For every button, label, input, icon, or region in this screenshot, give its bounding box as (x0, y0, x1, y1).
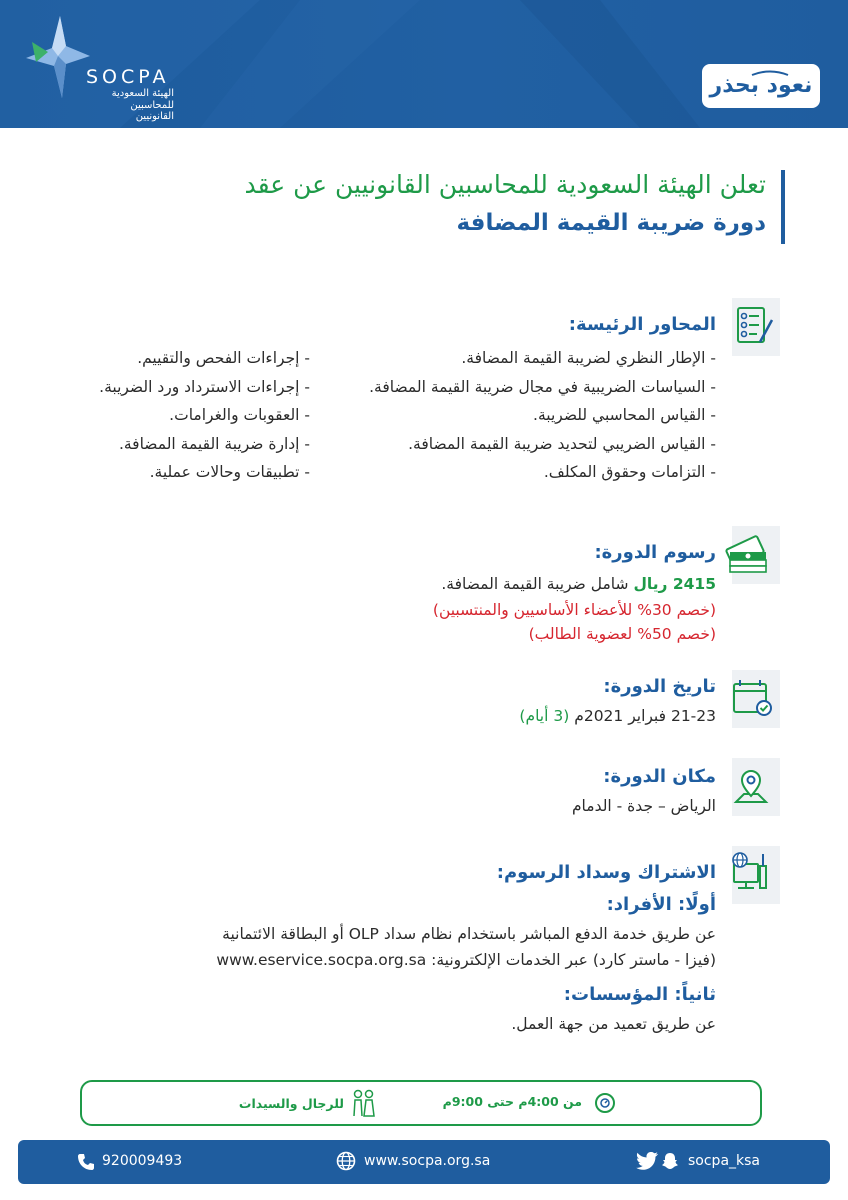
individuals-line1: عن طريق خدمة الدفع المباشر باستخدام نظام سداد OLP أو البطاقة الائتمانية (222, 925, 716, 943)
course-title: دورة ضريبة القيمة المضافة (456, 210, 766, 236)
institutions-line: عن طريق تعميد من جهة العمل. (511, 1015, 716, 1033)
date-value: 21-23 فبراير 2021م (574, 707, 716, 725)
individuals-line2: (فيزا - ماستر كارد) عبر الخدمات الإلكترونية: www.eservice.socpa.org.sa (216, 951, 716, 969)
phone-icon (76, 1152, 96, 1172)
topics-list-right (369, 344, 716, 487)
contact-phone[interactable]: 920009493 (102, 1153, 183, 1169)
logo-arabic-line1: الهيئة السعودية (111, 88, 174, 99)
snapchat-icon (660, 1151, 680, 1171)
campaign-badge-text: نعود بحذر (709, 73, 813, 98)
list-item: - السياسات الضريبية في مجال ضريبة القيمة المضافة. (369, 377, 716, 396)
registration-heading: الاشتراك وسداد الرسوم: (496, 862, 716, 883)
list-item: - إجراءات الفحص والتقييم. (137, 349, 310, 367)
calendar-check-icon (722, 670, 780, 728)
list-item: - إدارة ضريبة القيمة المضافة. (118, 434, 310, 453)
list-item: - الإطار النظري لضريبة القيمة المضافة. (461, 349, 716, 367)
clock-icon (594, 1092, 616, 1114)
logo-wordmark: SOCPA (86, 66, 170, 88)
title-accent-bar (781, 170, 785, 244)
topics-heading: المحاور الرئيسة: (568, 314, 716, 335)
contact-website[interactable]: www.socpa.org.sa (364, 1153, 491, 1169)
computer-globe-icon (722, 846, 780, 904)
list-item: - التزامات وحقوق المكلف. (543, 463, 716, 481)
topics-list-left (99, 344, 310, 487)
list-item: - تطبيقات وحالات عملية. (149, 463, 310, 481)
list-item: - القياس المحاسبي للضريبة. (533, 406, 716, 424)
logo-arabic-line2: للمحاسبين القانونيين (130, 100, 174, 122)
contact-social[interactable]: socpa_ksa (688, 1153, 761, 1169)
schedule-audience: للرجال والسيدات (238, 1096, 344, 1111)
individuals-heading: أولًا: الأفراد: (606, 894, 716, 915)
location-heading: مكان الدورة: (603, 766, 716, 787)
campaign-badge (702, 64, 820, 108)
list-item: - القياس الضريبي لتحديد ضريبة القيمة المضافة. (408, 434, 716, 453)
checklist-icon (722, 298, 780, 356)
twitter-icon (636, 1152, 660, 1172)
location-value: الرياض – جدة - الدمام (571, 797, 716, 815)
money-stack-icon (722, 526, 780, 584)
date-heading: تاريخ الدورة: (603, 676, 716, 697)
institutions-heading: ثانياً: المؤسسات: (563, 984, 716, 1005)
discount-students: (خصم 50% لعضوية الطالب) (528, 625, 716, 643)
fees-heading: رسوم الدورة: (594, 542, 716, 563)
announcement-line1: تعلن الهيئة السعودية للمحاسبين القانونيين عن عقد (244, 170, 766, 199)
schedule-box (80, 1080, 762, 1126)
globe-icon (336, 1151, 356, 1171)
date-duration: (3 أيام) (519, 707, 570, 725)
men-women-icon (350, 1088, 376, 1118)
list-item: - إجراءات الاسترداد ورد الضريبة. (99, 377, 310, 396)
location-pin-icon (722, 758, 780, 816)
schedule-time: من 4:00م حتى 9:00م (442, 1094, 582, 1109)
list-item: - العقوبات والغرامات. (169, 406, 310, 424)
socpa-star-logo-icon (22, 12, 92, 102)
date-line (519, 704, 716, 728)
fees-amount: 2415 ريال (633, 575, 716, 593)
fees-amount-note: شامل ضريبة القيمة المضافة. (441, 575, 629, 593)
fees-amount-line (441, 572, 716, 596)
discount-members: (خصم 30% للأعضاء الأساسيين والمنتسبين) (432, 601, 716, 619)
